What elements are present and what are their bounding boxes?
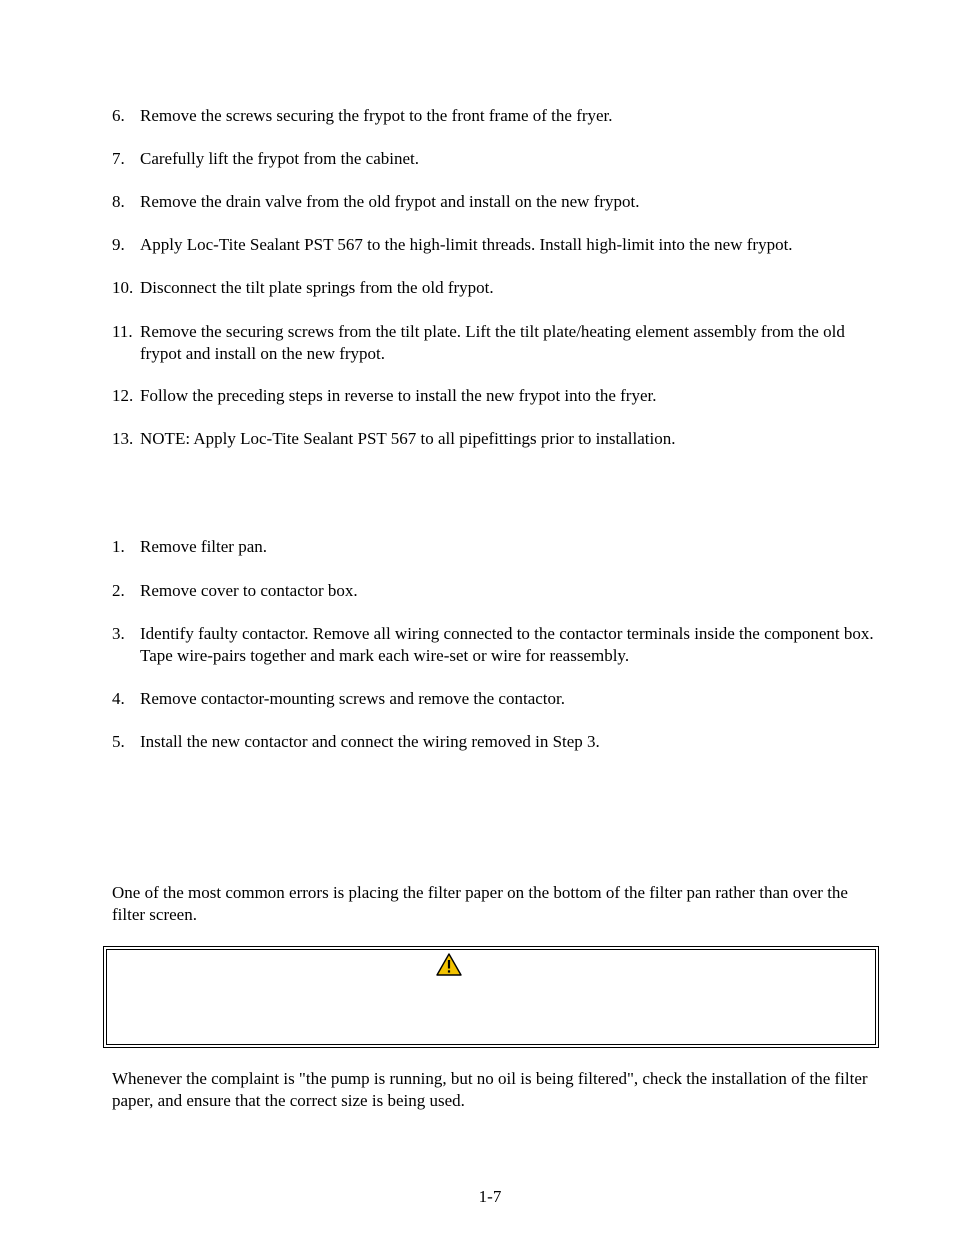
step-number: 1. xyxy=(112,537,125,556)
step-text: Install the new contactor and connect the wiring removed in Step 3. xyxy=(140,732,600,751)
step-number: 13. xyxy=(112,429,134,448)
step-text: Remove the securing screws from the tilt plate. Lift the tilt plate/heating element assembly from the old frypot and install on the new frypot. xyxy=(140,322,845,363)
page-number: 1-7 xyxy=(478,1187,502,1206)
step-text: Disconnect the tilt plate springs from the old frypot. xyxy=(140,278,494,297)
warning-box xyxy=(103,946,879,1048)
step-text: Follow the preceding steps in reverse to install the new frypot into the fryer. xyxy=(140,386,657,405)
step-text: Identify faulty contactor. Remove all wiring connected to the contactor terminals inside the component box. Tape wire-pairs together and mark each wire-set or wire for reassembly. xyxy=(140,624,874,665)
step-number: 2. xyxy=(112,581,125,600)
filter-intro-paragraph: One of the most common errors is placing the filter paper on the bottom of the filter pan rather than over the filter screen. xyxy=(112,883,848,924)
filter-complaint-paragraph: Whenever the complaint is "the pump is running, but no oil is being filtered", check the installation of the filter paper, and ensure that the correct size is being used. xyxy=(112,1069,868,1110)
step-text: NOTE: Apply Loc-Tite Sealant PST 567 to all pipefittings prior to installation. xyxy=(140,429,676,448)
step-text: Carefully lift the frypot from the cabinet. xyxy=(140,149,419,168)
step-number: 4. xyxy=(112,689,125,708)
step-text: Remove cover to contactor box. xyxy=(140,581,358,600)
step-number: 9. xyxy=(112,235,125,254)
step-number: 6. xyxy=(112,106,125,125)
step-number: 8. xyxy=(112,192,125,211)
step-text: Remove contactor-mounting screws and remove the contactor. xyxy=(140,689,565,708)
warning-triangle-icon xyxy=(436,953,462,976)
step-text: Remove filter pan. xyxy=(140,537,267,556)
step-number: 10. xyxy=(112,278,134,297)
step-number: 3. xyxy=(112,624,125,643)
step-text: Remove the drain valve from the old frypot and install on the new frypot. xyxy=(140,192,640,211)
step-text: Remove the screws securing the frypot to the front frame of the fryer. xyxy=(140,106,613,125)
step-number: 5. xyxy=(112,732,125,751)
step-number: 7. xyxy=(112,149,125,168)
step-number: 11. xyxy=(112,322,133,341)
step-number: 12. xyxy=(112,386,134,405)
step-text: Apply Loc-Tite Sealant PST 567 to the high-limit threads. Install high-limit into the new frypot. xyxy=(140,235,793,254)
